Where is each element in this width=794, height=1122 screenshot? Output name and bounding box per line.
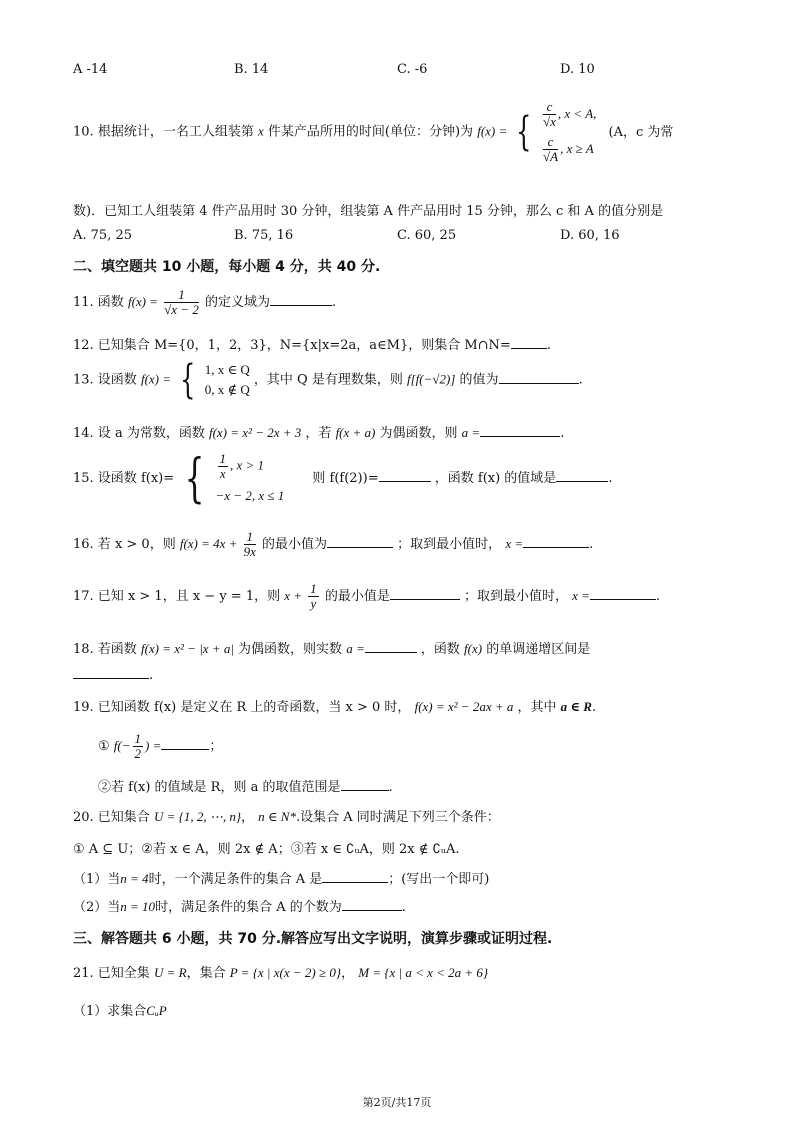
question-20-conditions: ① A ⊆ U；②若 x ∈ A，则 2x ∉ A；③若 x ∈ ∁ᵤA，则 2x ∉ ∁ᵤA. — [73, 842, 460, 857]
question-10: 10. 根据统计，一名工人组装第 x 件某产品所用的时间(单位：分钟)为 f(x) = { $\frac{c}{√x}$ , x < A, $\frac{c}{√A}$ , x ≥ A (A，c 为常 — [73, 99, 674, 164]
page-number: 第2页/共17页 — [362, 1096, 432, 1109]
q10-option-a: A. 75, 25 — [73, 228, 133, 243]
question-18: 18. 若函数 f(x) = x² − |x + a| 为偶函数，则实数 a = ，函数 f(x) 的单调递增区间是 — [73, 641, 591, 657]
q9-option-a: A -14 — [73, 62, 108, 77]
question-20: 20. 已知集合 U = {1, 2, ⋯, n}， n ∈ N*.设集合 A 同时满足下列三个条件： — [73, 809, 500, 825]
q9-option-b: B. 14 — [234, 62, 269, 77]
question-11: 11. 函数 f(x) = $\frac{1}{√x - 2}$ 的定义域为 . — [73, 287, 337, 317]
q9-option-d: D. 10 — [560, 62, 595, 77]
q10-option-c: C. 60, 25 — [397, 228, 457, 243]
question-19-part2: ②若 f(x) 的值域是 R，则 a 的取值范围是 . — [98, 780, 393, 795]
question-17: 17. 已知 x > 1，且 x − y = 1，则 x + $\frac{1}{y}$ 的最小值是 ；取到最小值时， x = . — [73, 581, 661, 611]
section-3-heading: 三、解答题共 6 小题，共 70 分.解答应写出文字说明，演算步骤或证明过程. — [73, 931, 553, 947]
section-2-heading: 二、填空题共 10 小题，每小题 4 分，共 40 分. — [73, 259, 381, 275]
question-21-part1: （1）求集合CᵤP — [73, 1003, 167, 1019]
question-15: 15. 设函数 f(x)= { $\frac{1}{x}$ , x > 1 −x − 2, x ≤ 1 则 f(f(2))= ，函数 f(x) 的值域是 . — [73, 448, 613, 509]
question-19-part1: ① f(− $\frac{1}{2}$ ) = ； — [98, 731, 223, 761]
question-20-part1: （1）当n = 4时，一个满足条件的集合 A 是 ；(写出一个即可) — [73, 871, 490, 887]
question-13: 13. 设函数 f(x) = { 1, x ∈ Q 0, x ∉ Q ，其中 Q 是有理数集，则 f[f(−√2)] 的值为 . — [73, 357, 583, 403]
q10-option-d: D. 60, 16 — [560, 228, 620, 243]
q10-option-b: B. 75, 16 — [234, 228, 294, 243]
question-18-line2: . — [73, 666, 153, 683]
question-20-part2: （2）当n = 10时，满足条件的集合 A 的个数为 . — [73, 899, 406, 915]
question-14: 14. 设 a 为常数，函数 f(x) = x² − 2x + 3 ，若 f(x + a) 为偶函数，则 a = . — [73, 425, 565, 441]
q9-option-c: C. -6 — [397, 62, 428, 77]
question-12: 12. 已知集合 M={0，1，2，3}，N={x|x=2a，a∈M}，则集合 M∩N= . — [73, 338, 551, 353]
question-16: 16. 若 x > 0，则 f(x) = 4x + $\frac{1}{9x}$ 的最小值为 ；取到最小值时， x = . — [73, 529, 594, 559]
question-10-line2: 数)．已知工人组装第 4 件产品用时 30 分钟，组装第 A 件产品用时 15 分钟，那么 c 和 A 的值分别是 — [73, 204, 664, 219]
question-19: 19. 已知函数 f(x) 是定义在 R 上的奇函数，当 x > 0 时， f(x) = x² − 2ax + a ，其中 a ∈ R. — [73, 699, 597, 715]
question-21: 21. 已知全集 U = R，集合 P = {x | x(x − 2) ≥ 0}， M = {x | a < x < 2a + 6} — [73, 965, 489, 981]
